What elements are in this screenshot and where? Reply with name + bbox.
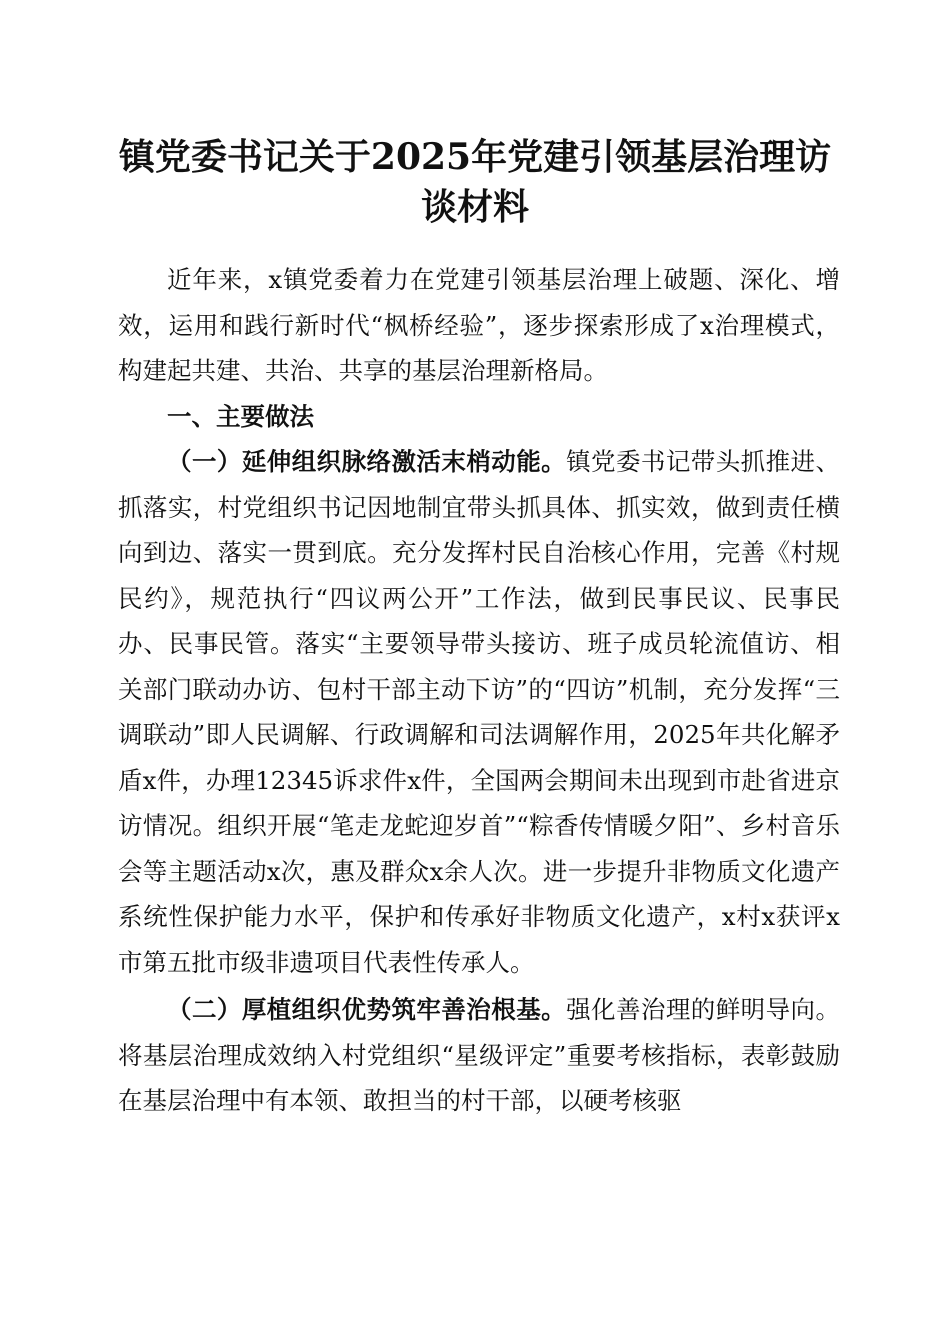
document-title [110, 132, 840, 232]
intro-paragraph: 近年来，x镇党委着力在党建引领基层治理上破题、深化、增效，运用和践行新时代“枫桥经验”，逐步探索形成了x治理模式，构建起共建、共治、共享的基层治理新格局。 [118, 265, 840, 385]
title-line-1: 镇党委书记关于2025年党建引领基层治理访 [118, 136, 832, 178]
item-1-paragraph [118, 439, 840, 985]
item-1-text: 镇党委书记带头抓推进、抓落实，村党组织书记因地制宜带头抓具体、抓实效，做到责任横向到边、落实一贯到底。充分发挥村民自治核心作用，完善《村规民约》，规范执行“四议两公开”工作法，做到民事民议、民事民办、民事民管。落实“主要领导带头接访、班子成员轮流值访、相关部门联动办访、包村干部主动下访”的“四访”机制，充分发挥“三调联动”即人民调解、行政调解和司法调解作用，2025年共化解矛盾x件，办理12345诉求件x件，全国两会期间未出现到市赴省进京访情况。组织开展“笔走龙蛇迎岁首”“粽香传情暖夕阳”、乡村音乐会等主题活动x次，惠及群众x余人次。进一步提升非物质文化遗产系统性保护能力水平，保护和传承好非物质文化遗产，x村x获评x市第五批市级非遗项目代表性传承人。 [118, 447, 841, 977]
item-2-lead: （二）厚植组织优势筑牢善治根基。 [167, 995, 567, 1024]
section-heading: 一、主要做法 [167, 401, 314, 431]
document-body [118, 257, 840, 1124]
title-line-2: 谈材料 [420, 186, 529, 228]
item-2-paragraph [118, 987, 840, 1124]
item-2-text: 强化善治理的鲜明导向。将基层治理成效纳入村党组织“星级评定”重要考核指标，表彰鼓励在基层治理中有本领、敢担当的村干部，以硬考核驱 [118, 995, 841, 1115]
item-1-lead: （一）延伸组织脉络激活末梢动能。 [167, 447, 567, 476]
